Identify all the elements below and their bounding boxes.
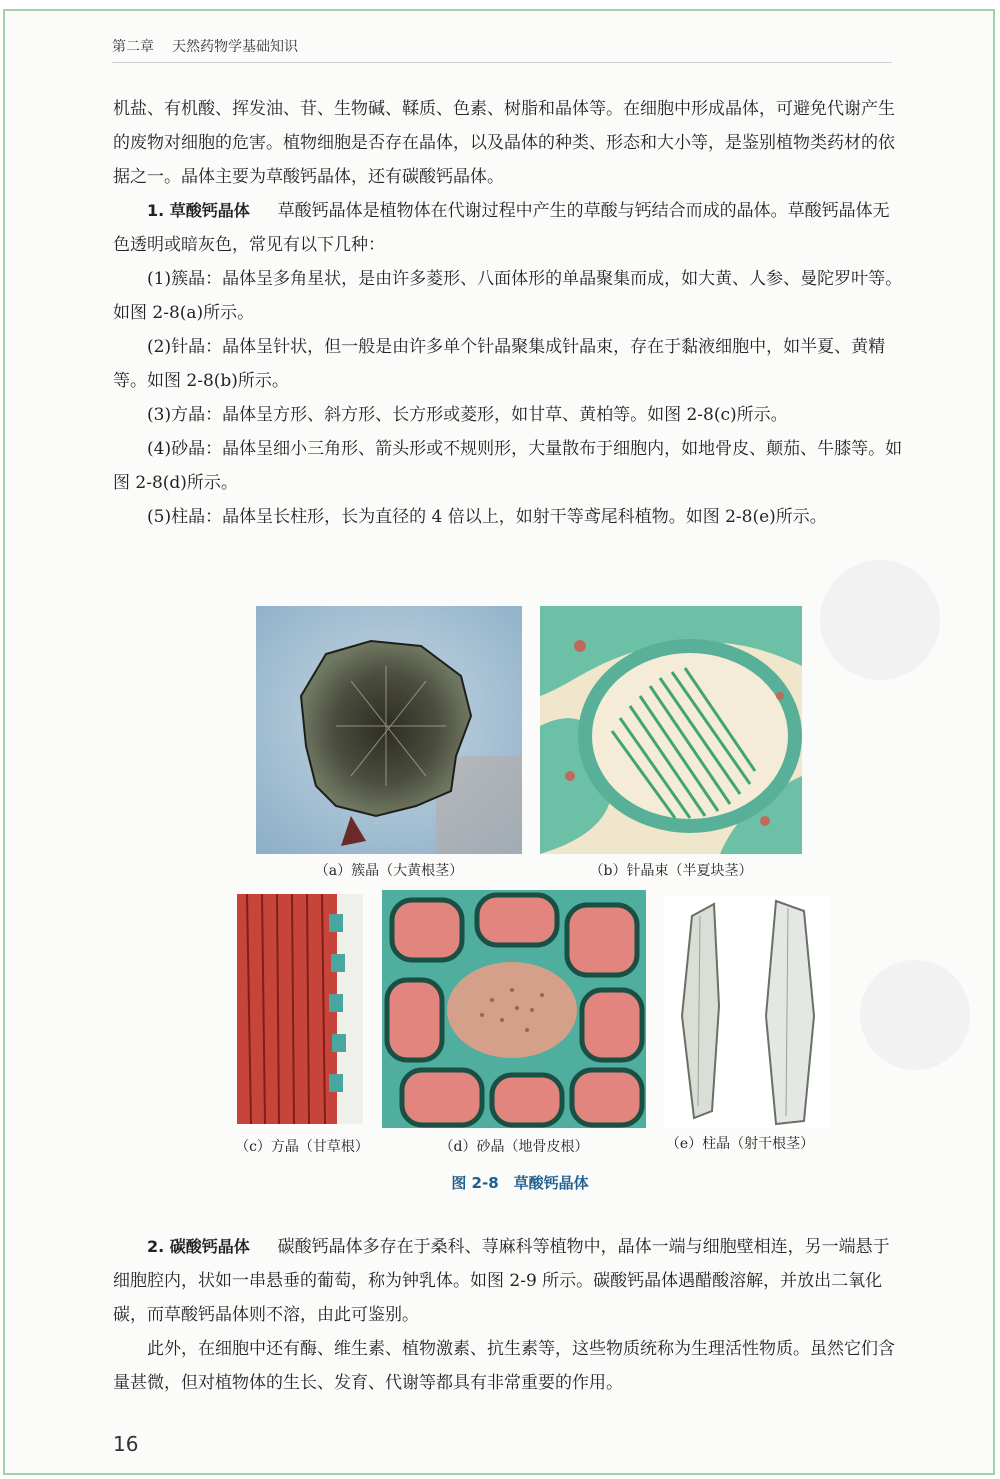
section1-text: 草酸钙晶体是植物体在代谢过程中产生的草酸与钙结合而成的晶体。草酸钙晶体无色透明或暗灰色，常见有以下几种： <box>113 201 890 255</box>
show-through-blot <box>820 560 940 680</box>
section1-paragraph <box>113 194 903 262</box>
figure-title: 图 2-8 草酸钙晶体 <box>451 1174 589 1192</box>
caption-e: （e）柱晶（射干根茎） <box>665 1136 815 1152</box>
section2-text: 碳酸钙晶体多存在于桑科、荨麻科等植物中，晶体一端与细胞壁相连，另一端悬于细胞腔内，状如一串悬垂的葡萄，称为钟乳体。如图 2-9 所示。碳酸钙晶体遇醋酸溶解，并放出二氧化碳，而草酸钙晶体则不溶，由此可鉴别。 <box>113 1237 890 1325</box>
caption-d: （d）砂晶（地骨皮根） <box>439 1139 589 1155</box>
body-text-top <box>113 92 903 534</box>
page-number: 16 <box>113 1432 139 1456</box>
crystal-item-druse: (1)簇晶：晶体呈多角星状，是由许多菱形、八面体形的单晶聚集而成，如大黄、人参、曼陀罗叶等。如图 2-8(a)所示。 <box>113 269 903 323</box>
caption-c: （c）方晶（甘草根） <box>235 1139 369 1155</box>
chapter-title: 天然药物学基础知识 <box>172 39 298 55</box>
figure-a-druse-image <box>256 606 522 854</box>
figure-e-styloid-image <box>664 896 830 1128</box>
caption-b: （b）针晶束（半夏块茎） <box>589 863 753 879</box>
running-head <box>112 30 892 63</box>
intro-paragraph: 机盐、有机酸、挥发油、苷、生物碱、鞣质、色素、树脂和晶体等。在细胞中形成晶体，可避免代谢产生的废物对细胞的危害。植物细胞是否存在晶体，以及晶体的种类、形态和大小等，是鉴别植物类药材的依据之一。晶体主要为草酸钙晶体，还有碳酸钙晶体。 <box>113 99 895 187</box>
section1-heading: 1. 草酸钙晶体 <box>147 201 250 220</box>
figure-d-sand-image <box>382 890 646 1128</box>
crystal-item-sand: (4)砂晶：晶体呈细小三角形、箭头形或不规则形，大量散布于细胞内，如地骨皮、颠茄、牛膝等。如图 2-8(d)所示。 <box>113 439 903 493</box>
figure-c-prism-image <box>237 894 363 1124</box>
chapter-label: 第二章 <box>112 39 154 55</box>
figure-b-raphide-image <box>540 606 802 854</box>
crystal-item-styloid: (5)柱晶：晶体呈长柱形，长为直径的 4 倍以上，如射干等鸢尾科植物。如图 2-8(e)所示。 <box>147 507 827 527</box>
show-through-blot <box>860 960 970 1070</box>
crystal-item-raphide: (2)针晶：晶体呈针状，但一般是由许多单个针晶聚集成针晶束，存在于黏液细胞中，如半夏、黄精等。如图 2-8(b)所示。 <box>113 337 886 391</box>
section2-heading: 2. 碳酸钙晶体 <box>147 1237 250 1256</box>
closing-paragraph: 此外，在细胞中还有酶、维生素、植物激素、抗生素等，这些物质统称为生理活性物质。虽然它们含量甚微，但对植物体的生长、发育、代谢等都具有非常重要的作用。 <box>113 1339 895 1393</box>
section2-paragraph <box>113 1230 903 1332</box>
spacer <box>255 1237 272 1257</box>
crystal-item-prism: (3)方晶：晶体呈方形、斜方形、长方形或菱形，如甘草、黄柏等。如图 2-8(c)所示。 <box>147 405 788 425</box>
body-text-bottom <box>113 1230 903 1400</box>
caption-a: （a）簇晶（大黄根茎） <box>314 863 464 879</box>
spacer <box>255 201 272 221</box>
